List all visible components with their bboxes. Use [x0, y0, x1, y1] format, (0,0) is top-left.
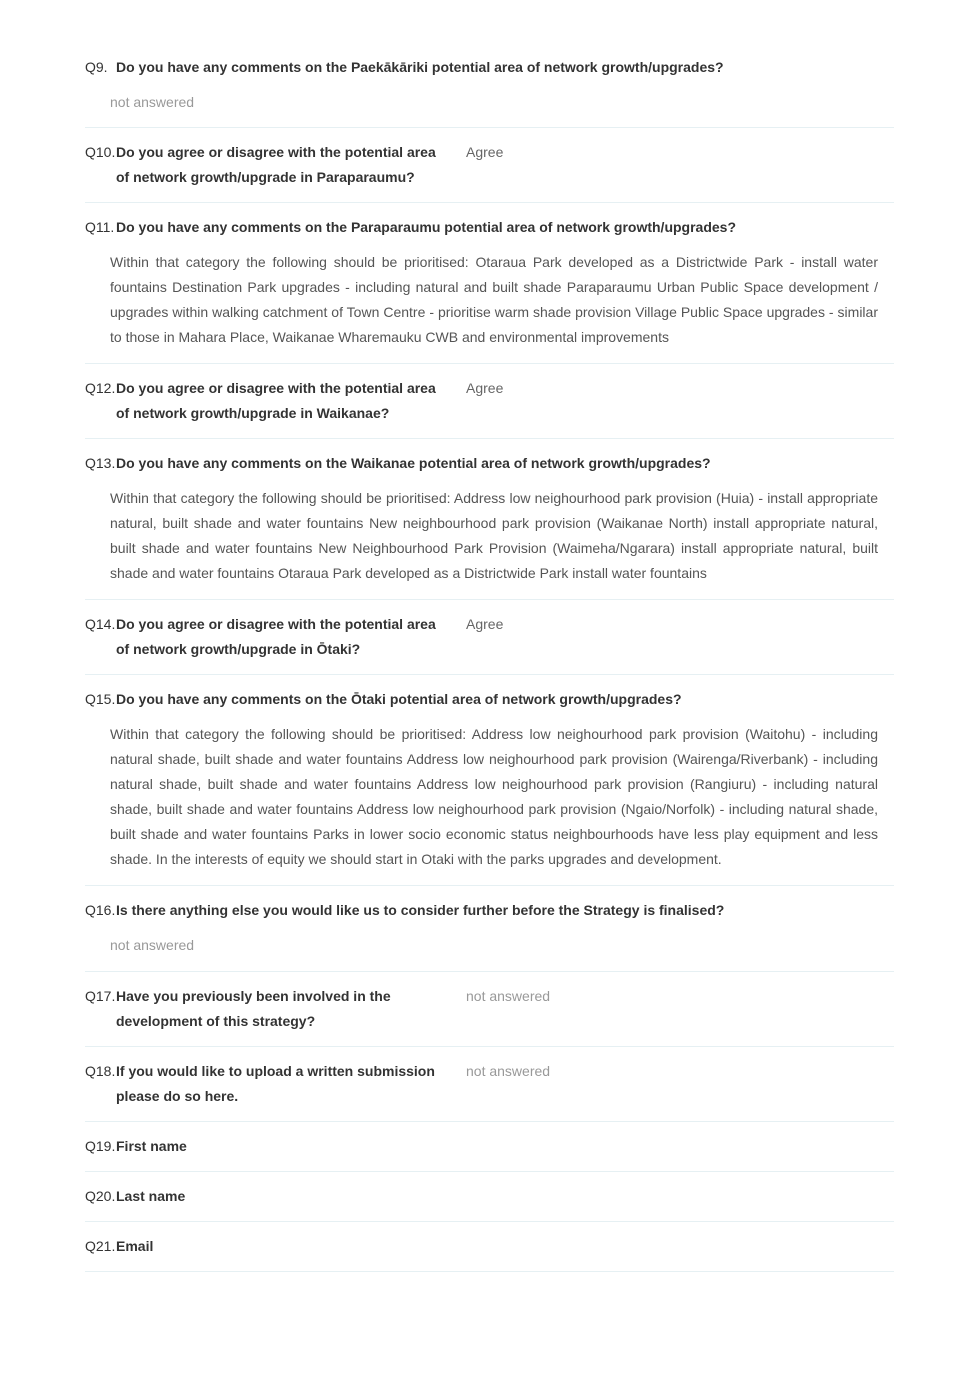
question-text-line2: please do so here.	[116, 1088, 239, 1104]
question-number: Q19.	[85, 1138, 116, 1154]
question-text: Do you have any comments on the Waikanae potential area of network growth/upgrades?	[116, 455, 711, 471]
question-q16	[85, 886, 894, 972]
question-row	[85, 1184, 894, 1209]
question-row-continued	[85, 1009, 894, 1034]
answer-text: Agree	[466, 144, 504, 160]
question-row-continued	[85, 1084, 894, 1109]
spacer	[85, 637, 116, 662]
question-number: Q12.	[85, 380, 116, 396]
question-number: Q11.	[85, 219, 115, 235]
question-number: Q13.	[85, 455, 116, 471]
answer-text: Agree	[466, 616, 504, 632]
question-text-wrap	[116, 1059, 466, 1084]
answer-text: Within that category the following should be prioritised: Address low neighourhood park provision (Waitohu) - including natural shade, built shade and water fountains Address low neighourhood park provision (Wairenga/Riverbank) - including natural shade, built shade and water fountains Address low neighourhood park provision (Rangiuru) - including natural shade, built shade and water fountains Address low neighourhood park provision (Ngaio/Norfolk) - including natural shade, built shade and water fountains Parks in lower socio economic status neighbourhoods have less play equipment and less shade. In the interests of equity we should start in Otaki with the parks upgrades and development.	[110, 726, 878, 867]
answer-text: not answered	[466, 988, 551, 1004]
question-row	[85, 612, 894, 637]
spacer	[85, 1084, 116, 1109]
question-number: Q14.	[85, 616, 116, 632]
question-number: Q9.	[85, 59, 108, 75]
question-q11	[85, 203, 894, 364]
question-text-wrap	[116, 984, 466, 1009]
question-text: Last name	[116, 1188, 186, 1204]
question-text-line2: of network growth/upgrade in Ōtaki?	[116, 641, 361, 657]
question-text: Do you have any comments on the Paraparaumu potential area of network growth/upgrades?	[116, 219, 737, 235]
question-text-line1: If you would like to upload a written submission	[116, 1063, 435, 1079]
question-q15	[85, 675, 894, 886]
answer-text: not answered	[466, 1063, 551, 1079]
question-row	[85, 1059, 894, 1084]
question-text: First name	[116, 1138, 187, 1154]
question-text-line2: of network growth/upgrade in Waikanae?	[116, 405, 390, 421]
question-q14	[85, 600, 894, 675]
question-q9	[85, 44, 894, 128]
question-text: Do you have any comments on the Ōtaki potential area of network growth/upgrades?	[116, 691, 682, 707]
question-q20	[85, 1172, 894, 1222]
question-number: Q10.	[85, 144, 116, 160]
question-row	[85, 898, 894, 923]
question-text-wrap	[116, 140, 466, 165]
question-row	[85, 215, 894, 240]
question-q17	[85, 972, 894, 1047]
survey-responses	[85, 44, 894, 1272]
question-text: Email	[116, 1238, 154, 1254]
answer-text: not answered	[110, 94, 195, 110]
question-q12	[85, 364, 894, 439]
question-row	[85, 140, 894, 165]
question-row	[85, 376, 894, 401]
question-q10	[85, 128, 894, 203]
question-q18	[85, 1047, 894, 1122]
question-q13	[85, 439, 894, 600]
question-number: Q15.	[85, 691, 116, 707]
question-q19	[85, 1122, 894, 1172]
question-number: Q20.	[85, 1188, 116, 1204]
question-row-continued	[85, 165, 894, 190]
question-text-line1: Do you agree or disagree with the potential area	[116, 380, 436, 396]
question-row-continued	[85, 637, 894, 662]
question-row	[85, 55, 894, 80]
spacer	[85, 165, 116, 190]
question-row	[85, 984, 894, 1009]
question-number: Q21.	[85, 1238, 116, 1254]
question-text-line1: Do you agree or disagree with the potential area	[116, 616, 436, 632]
answer-text: Agree	[466, 380, 504, 396]
question-row-continued	[85, 401, 894, 426]
question-number: Q16.	[85, 902, 116, 918]
spacer	[85, 401, 116, 426]
question-text: Is there anything else you would like us to consider further before the Strategy is finalised?	[116, 902, 725, 918]
question-number: Q18.	[85, 1063, 116, 1079]
question-text: Do you have any comments on the Paekākāriki potential area of network growth/upgrades?	[116, 59, 724, 75]
question-text-line1: Do you agree or disagree with the potential area	[116, 144, 436, 160]
spacer	[85, 1009, 116, 1034]
answer-text: Within that category the following should be prioritised: Address low neighourhood park provision (Huia) - install appropriate natural, built shade and water fountains New neighbourhood park provision (Waikanae North) install appropriate natural, built shade and water fountains New Neighbourhood Park Provision (Waimeha/Ngarara) install appropriate natural, built shade and water fountains Otaraua Park developed as a Districtwide Park install water fountains	[110, 490, 878, 581]
question-row	[85, 1134, 894, 1159]
question-text-line2: of network growth/upgrade in Paraparaumu?	[116, 169, 415, 185]
question-number: Q17.	[85, 988, 116, 1004]
answer-text: Within that category the following should be prioritised: Otaraua Park developed as a Districtwide Park - install water fountains Destination Park upgrades - including natural and built shade Paraparaumu Urban Public Space development / upgrades within walking catchment of Town Centre - prioritise warm shade provision Village Public Space upgrades - similar to those in Mahara Place, Waikanae Wharemauku CWB and environmental improvements	[110, 254, 878, 345]
answer-text: not answered	[110, 937, 195, 953]
question-q21	[85, 1222, 894, 1272]
question-row	[85, 451, 894, 476]
question-text-line1: Have you previously been involved in the	[116, 988, 391, 1004]
question-text-wrap	[116, 612, 466, 637]
question-row	[85, 687, 894, 712]
question-text-line2: development of this strategy?	[116, 1013, 316, 1029]
question-row	[85, 1234, 894, 1259]
question-text-wrap	[116, 376, 466, 401]
